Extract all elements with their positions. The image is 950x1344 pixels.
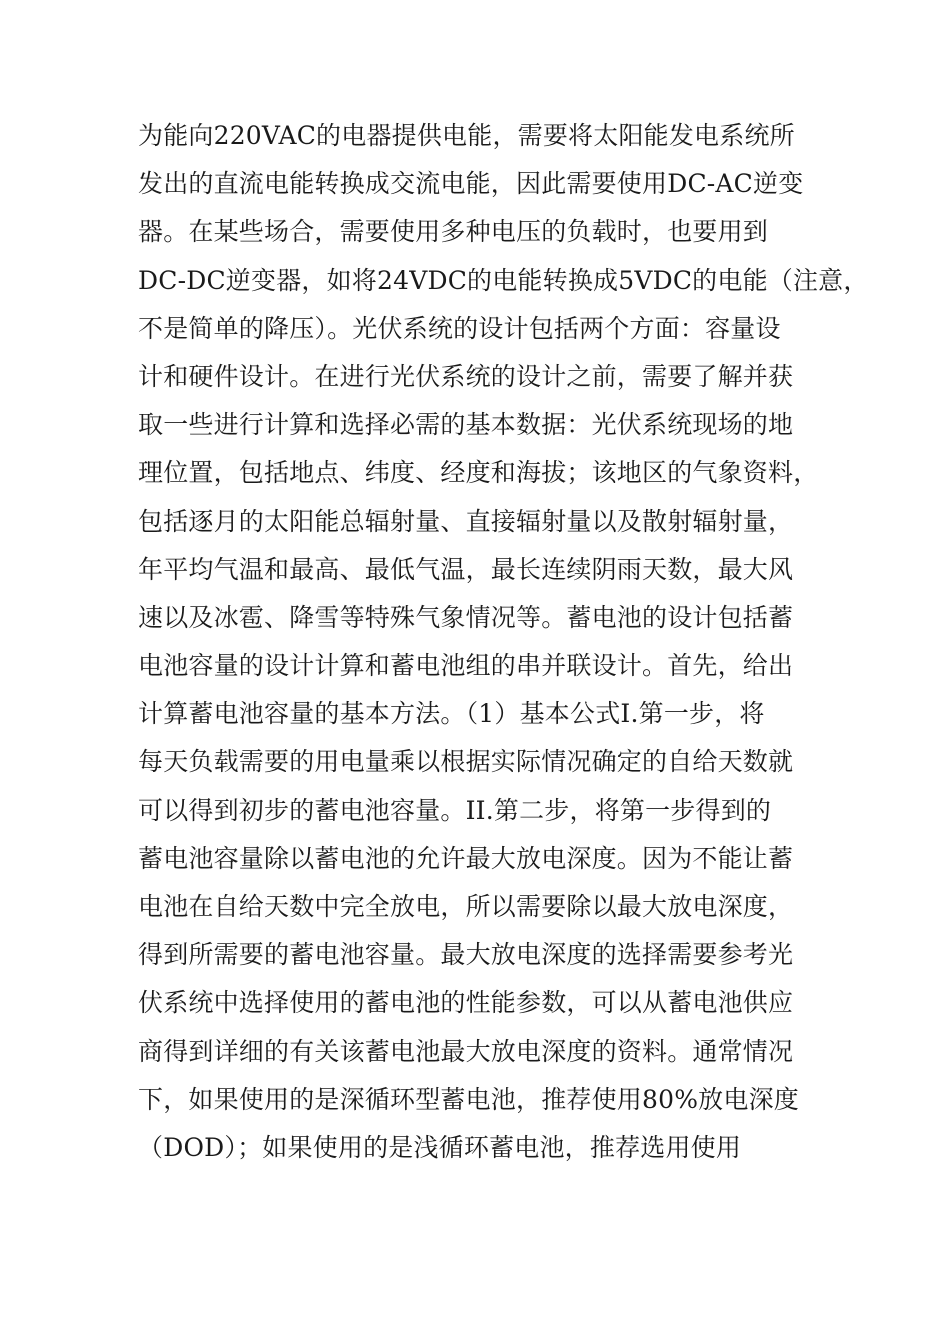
text-line: 得到所需要的蓄电池容量。最大放电深度的选择需要参考光 [138,940,794,970]
text-line: 可以得到初步的蓄电池容量。II.第二步，将第一步得到的 [138,795,772,825]
text-line: 电池容量的设计计算和蓄电池组的串并联设计。首先，给出 [138,651,794,681]
text-line: 伏系统中选择使用的蓄电池的性能参数，可以从蓄电池供应 [138,988,794,1018]
text-line: 每天负载需要的用电量乘以根据实际情况确定的自给天数就 [138,747,794,777]
text-line: （DOD）；如果使用的是浅循环蓄电池，推荐选用使用 [138,1132,742,1162]
text-line: 理位置，包括地点、纬度、经度和海拔；该地区的气象资料， [138,458,819,488]
text-line: DC-DC逆变器，如将24VDC的电能转换成5VDC的电能（注意， [138,265,869,295]
text-line: 速以及冰雹、降雪等特殊气象情况等。蓄电池的设计包括蓄 [138,602,794,632]
text-line: 计算蓄电池容量的基本方法。（1）基本公式I.第一步，将 [138,699,765,729]
text-line: 不是简单的降压）。光伏系统的设计包括两个方面：容量设 [138,313,781,343]
text-line: 蓄电池容量除以蓄电池的允许最大放电深度。因为不能让蓄 [138,843,794,873]
text-line: 下，如果使用的是深循环型蓄电池，推荐使用80%放电深度 [138,1084,799,1114]
body-text [138,112,869,1172]
text-line: 为能向220VAC的电器提供电能，需要将太阳能发电系统所 [138,121,795,150]
text-line: 取一些进行计算和选择必需的基本数据：光伏系统现场的地 [138,410,794,440]
text-line: 计和硬件设计。在进行光伏系统的设计之前，需要了解并获 [138,361,794,391]
text-line: 包括逐月的太阳能总辐射量、直接辐射量以及散射辐射量， [138,506,794,536]
text-line: 商得到详细的有关该蓄电池最大放电深度的资料。通常情况 [138,1036,794,1066]
text-line: 发出的直流电能转换成交流电能，因此需要使用DC-AC逆变 [138,169,804,199]
text-line: 器。在某些场合，需要使用多种电压的负载时，也要用到 [138,217,769,247]
text-line: 电池在自给天数中完全放电，所以需要除以最大放电深度， [138,892,794,921]
text-line: 年平均气温和最高、最低气温，最长连续阴雨天数，最大风 [138,554,794,584]
